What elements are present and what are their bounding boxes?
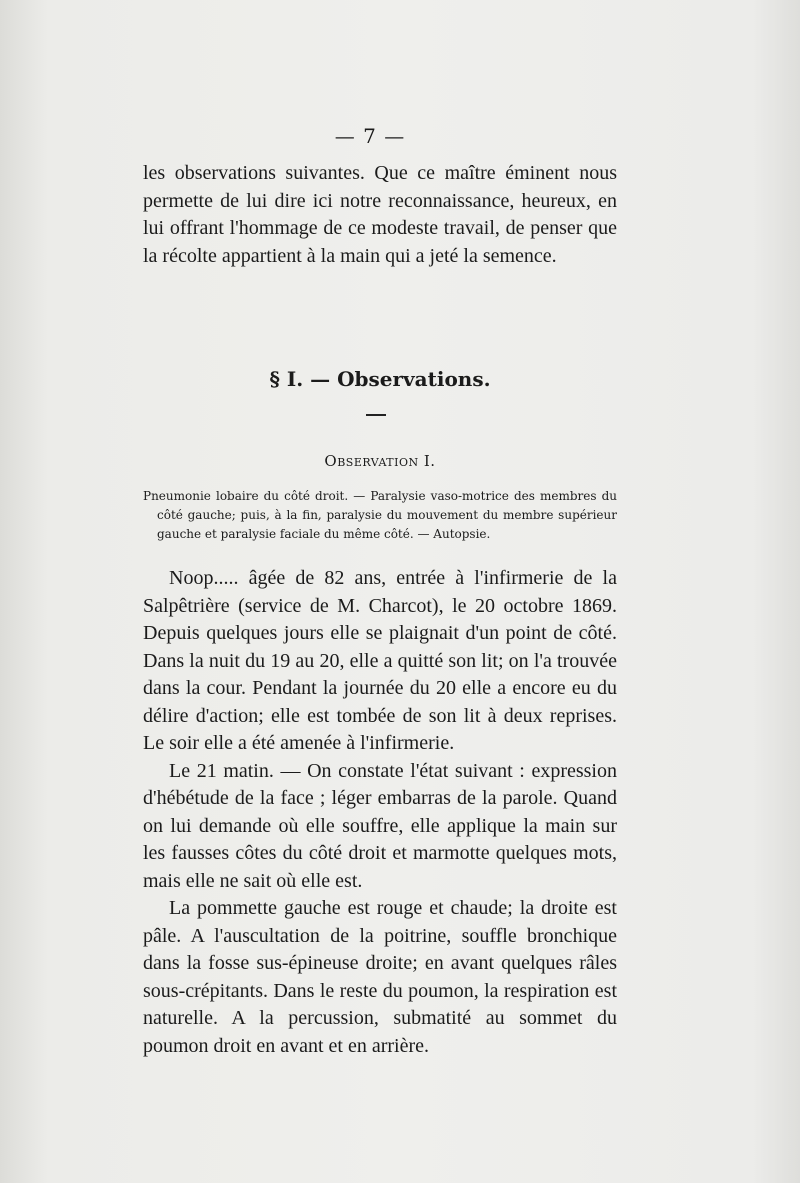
observation-title: Observation I. — [324, 452, 436, 470]
intro-text: les observations suivantes. Que ce maître éminent nous permette de lui dire ici notre reconnaissance, heureux, en lui offrant l'hommage de ce modeste travail, de penser que la récolte appartient à la main qui a jeté la semence. — [143, 162, 617, 267]
observation-summary — [143, 487, 617, 544]
body-paragraph-2: Le 21 matin. — On constate l'état suivant : expression d'hébétude de la face ; léger embarras de la parole. Quand on lui demande où elle souffre, elle applique la main sur les fausses côtes du côté droit et marmotte quelques mots, mais elle ne sait où elle est. — [143, 759, 617, 892]
section-title: § I. — Observations. — [269, 367, 491, 391]
intro-paragraph — [143, 160, 617, 270]
section-divider — [366, 414, 386, 416]
page-number: — 7 — — [334, 124, 406, 148]
body-paragraph-3: La pommette gauche est rouge et chaude; la droite est pâle. A l'auscultation de la poitrine, souffle bronchique dans la fosse sus-épineuse droite; en avant quelques râles sous-crépitants. Dans le reste du poumon, la respiration est naturelle. A la percussion, submatité au sommet du poumon droit en avant et en arrière. — [143, 897, 617, 1057]
observation-summary-text: Pneumonie lobaire du côté droit. — Paralysie vaso-motrice des membres du côté gauche; puis, à la fin, paralysie du mouvement du membre supérieur gauche et paralysie faciale du même côté. — Autopsie. — [143, 489, 617, 541]
observation-body — [143, 565, 617, 1060]
body-paragraph-1: Noop..... âgée de 82 ans, entrée à l'infirmerie de la Salpêtrière (service de M. Charcot), le 20 octobre 1869. Depuis quelques jours elle se plaignait d'un point de côté. Dans la nuit du 19 au 20, elle a quitté son lit; on l'a trouvée dans la cour. Pendant la journée du 20 elle a encore eu du délire d'action; elle est tombée de son lit à deux reprises. Le soir elle a été amenée à l'infirmerie. — [143, 567, 617, 754]
